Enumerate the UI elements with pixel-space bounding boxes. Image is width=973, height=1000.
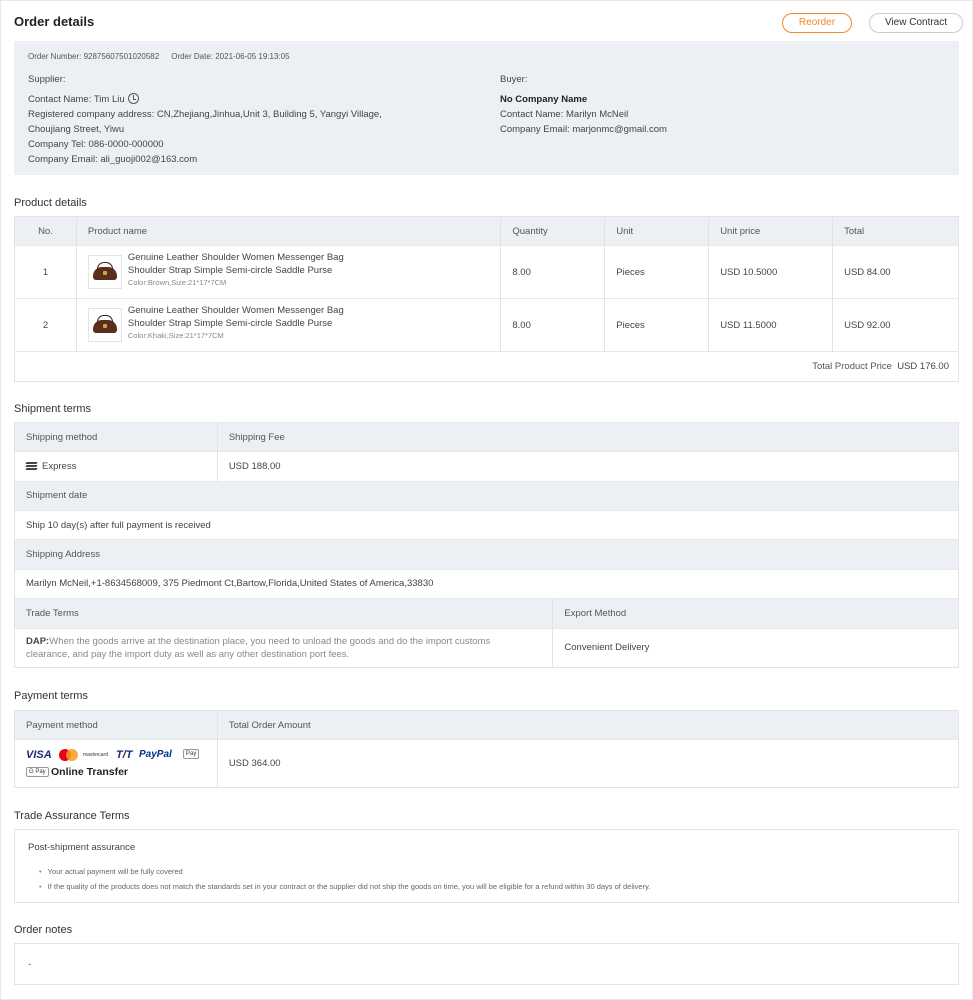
mastercard-icon — [59, 749, 81, 761]
order-date: Order Date: 2021-06-05 19:13:05 — [171, 52, 290, 61]
trade-assurance-title: Trade Assurance Terms — [14, 810, 130, 822]
shipping-method-header: Shipping method — [15, 423, 218, 452]
total-product-price-label: Total Product Price — [812, 361, 892, 372]
buyer-contact: Contact Name: Marilyn McNeil — [500, 109, 629, 120]
payment-header-row — [15, 711, 959, 740]
col-unit: Unit — [605, 217, 709, 246]
col-product-name: Product name — [76, 217, 500, 246]
product-thumbnail[interactable] — [88, 255, 122, 289]
payment-table — [14, 710, 959, 788]
row-total: USD 84.00 — [833, 246, 959, 299]
product-name-line2: Shoulder Strap Simple Semi-circle Saddle Purse — [127, 317, 333, 329]
post-shipment-assurance-title: Post-shipment assurance — [28, 842, 136, 853]
reorder-button[interactable]: Reorder — [782, 13, 852, 33]
row-no: 1 — [15, 246, 77, 299]
shipping-fee-value: USD 188.00 — [217, 452, 958, 481]
col-no: No. — [15, 217, 77, 246]
shipping-fee-header: Shipping Fee — [217, 423, 958, 452]
trade-terms-header: Trade Terms — [15, 599, 553, 628]
order-notes-title: Order notes — [14, 924, 73, 936]
row-unit-price: USD 10.5000 — [709, 246, 833, 299]
assurance-list — [39, 864, 650, 894]
product-table-header — [15, 217, 959, 246]
total-order-amount-header: Total Order Amount — [217, 711, 958, 740]
table-row — [15, 299, 959, 352]
bag-image — [93, 267, 117, 280]
visa-icon: VISA — [26, 749, 52, 761]
supplier-address-line1: Registered company address: CN,Zhejiang,Jinhua,Unit 3, Building 5, Yangyi Village, — [28, 109, 382, 120]
assurance-box — [14, 829, 959, 903]
table-row — [15, 246, 959, 299]
shipment-date-row — [15, 511, 959, 540]
list-item: • If the quality of the products does not match the standards set in your contract or the supplier did not ship the goods on time, you will be eligible for a refund within 30 days of delivery. — [39, 879, 650, 894]
shipping-header-row — [15, 423, 959, 452]
product-name-line1: Genuine Leather Shoulder Women Messenger Bag — [127, 252, 344, 263]
total-row — [15, 352, 959, 382]
row-total: USD 92.00 — [833, 299, 959, 352]
trade-term-line2: clearance, and pay the import duty as well as any other destination port fees. — [26, 648, 350, 660]
export-method-header: Export Method — [553, 599, 959, 628]
row-quantity: 8.00 — [501, 299, 605, 352]
supplier-label: Supplier: — [28, 74, 66, 85]
product-variant: Color:Brown,Size:21*17*7CM — [127, 278, 227, 287]
payment-value-row — [15, 740, 959, 788]
row-unit: Pieces — [605, 299, 709, 352]
payment-method-header: Payment method — [15, 711, 218, 740]
product-variant: Color:Khaki,Size:21*17*7CM — [127, 331, 224, 340]
list-item: • Your actual payment will be fully covered — [39, 864, 650, 879]
total-product-price-value: USD 176.00 — [897, 361, 949, 372]
buyer-company: No Company Name — [500, 94, 588, 105]
order-number: Order Number: 92875607501020582 — [28, 52, 160, 61]
trade-term-line1: When the goods arrive at the destination place, you need to unload the goods and do the import customs — [49, 635, 491, 647]
header — [14, 14, 961, 36]
row-quantity: 8.00 — [501, 246, 605, 299]
tt-icon: T/T — [116, 749, 133, 761]
col-quantity: Quantity — [501, 217, 605, 246]
express-icon — [26, 462, 37, 470]
product-name-line2: Shoulder Strap Simple Semi-circle Saddle Purse — [127, 264, 333, 276]
supplier-address-line2: Choujiang Street, Yiwu — [28, 124, 125, 135]
bag-image — [93, 320, 117, 333]
total-cell — [15, 352, 959, 382]
col-unit-price: Unit price — [709, 217, 833, 246]
product-name-line1: Genuine Leather Shoulder Women Messenger Bag — [127, 305, 344, 316]
product-details-title: Product details — [14, 197, 87, 209]
shipping-method-value: Express — [42, 461, 77, 473]
apple-pay-icon: Pay — [183, 749, 199, 759]
buyer-label: Buyer: — [500, 74, 528, 85]
shipping-address-header: Shipping Address — [15, 540, 959, 569]
row-unit-price: USD 11.5000 — [709, 299, 833, 352]
trade-terms-row — [15, 628, 959, 667]
order-notes-box — [14, 943, 959, 985]
product-thumbnail[interactable] — [88, 308, 122, 342]
buyer-email: Company Email: marjonmc@gmail.com — [500, 124, 667, 135]
google-pay-icon: G Pay — [26, 767, 49, 777]
shipment-date-header: Shipment date — [15, 481, 959, 510]
shipping-address-value: Marilyn McNeil,+1-8634568009, 375 Piedmont Ct,Bartow,Florida,United States of America,33830 — [15, 569, 959, 598]
row-unit: Pieces — [605, 246, 709, 299]
row-no: 2 — [15, 299, 77, 352]
product-cell — [76, 299, 500, 352]
payment-terms-title: Payment terms — [14, 690, 88, 702]
shipment-table — [14, 422, 959, 668]
supplier-tel: Company Tel: 086-0000-000000 — [28, 139, 164, 150]
product-name[interactable] — [128, 305, 368, 342]
mastercard-label: mastercard — [83, 752, 109, 758]
total-order-amount-value: USD 364.00 — [217, 740, 958, 788]
trade-term-code: DAP: — [26, 635, 50, 647]
supplier-contact-row — [28, 92, 468, 107]
supplier-email: Company Email: ali_guoji002@163.com — [28, 154, 198, 165]
shipping-address-header-row — [15, 540, 959, 569]
view-contract-button[interactable]: View Contract — [869, 13, 963, 33]
supplier-info — [28, 72, 468, 167]
online-transfer-label: Online Transfer — [51, 766, 129, 778]
order-info-panel — [14, 41, 959, 175]
clock-icon[interactable] — [128, 93, 139, 104]
payment-logos — [15, 740, 218, 788]
shipment-date-header-row — [15, 481, 959, 510]
page-title: Order details — [14, 14, 95, 29]
shipping-value-row — [15, 452, 959, 481]
order-meta — [28, 52, 290, 61]
shipment-date-value: Ship 10 day(s) after full payment is received — [15, 511, 959, 540]
trade-terms-header-row — [15, 599, 959, 628]
product-table — [14, 216, 959, 382]
buyer-info — [500, 72, 667, 137]
shipping-method-cell — [15, 452, 218, 481]
export-method-value: Convenient Delivery — [553, 628, 959, 667]
order-notes-value: - — [28, 959, 32, 970]
paypal-icon: PayPal — [139, 749, 172, 760]
product-name[interactable] — [128, 252, 368, 289]
col-total: Total — [833, 217, 959, 246]
shipping-address-row — [15, 569, 959, 598]
trade-terms-value — [15, 628, 553, 667]
supplier-contact: Contact Name: Tim Liu — [28, 94, 125, 105]
shipment-terms-title: Shipment terms — [14, 403, 92, 415]
product-cell — [76, 246, 500, 299]
